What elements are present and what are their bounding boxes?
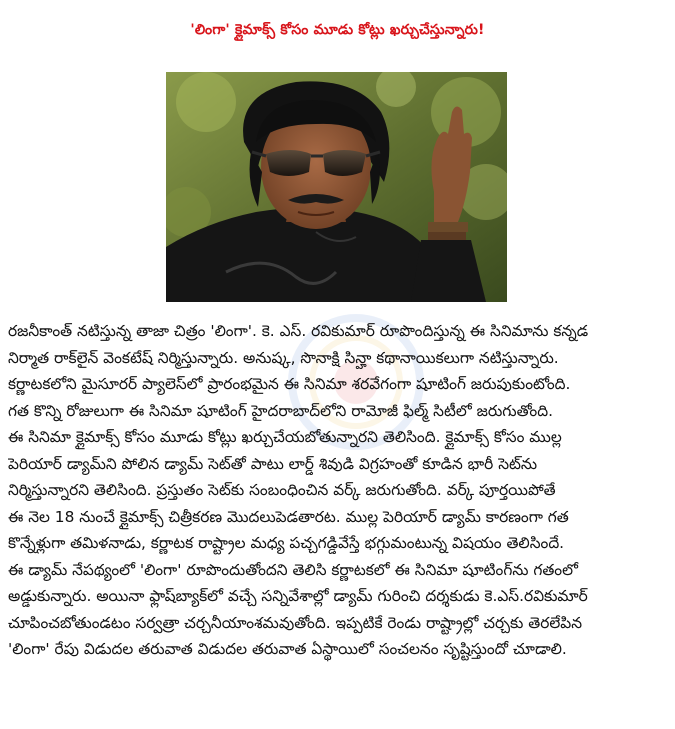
article-line: నిర్మాత రాక్‌లైన్ వెంకటేష్ నిర్మిస్తున్నారు. అనుష్క, సొనాక్షి సిన్హా కథానాయికలుగా నటిస్తున్నారు. — [8, 348, 559, 367]
article-line: కర్ణాటకలోని మైసూరర్ ప్యాలెస్‌లో ప్రారంభమైన ఈ సినిమా శరవేగంగా షూటింగ్ జరుపుకుంటోంది. — [8, 375, 571, 393]
article-headline: 'లింగా' క్లైమాక్స్ కోసం మూడు కోట్లు ఖర్చుచేస్తున్నారు! — [190, 22, 485, 38]
article-photo — [166, 72, 507, 302]
article-line: అడ్డుకున్నారు. అయినా ఫ్లాష్‌బ్యాక్‌లో వచ్చే సన్నివేశాల్లో డ్యామ్ గురించి దర్శకుడు కె.ఎస్.రవికుమార్ — [8, 587, 588, 605]
article-line: చూపించబోతుండటం సర్వత్రా చర్చనీయాంశమవుతోంది. ఇప్పటికే రెండు రాష్ట్రాల్లో చర్చకు తెరలేపిన — [8, 613, 583, 632]
article-body — [8, 318, 668, 663]
article-line: 'లింగా' రేపు విడుదల తరువాత విడుదల తరువాత ఏస్థాయిలో సంచలనం సృష్టిస్తుందో చూడాలి. — [8, 640, 567, 658]
article-line: గత కొన్ని రోజులుగా ఈ సినిమా షూటింగ్ హైదరాబాద్‌లోని రామోజీ ఫిల్మ్ సిటీలో జరుగుతోంది. — [8, 401, 553, 420]
article-line: రజనీకాంత్ నటిస్తున్న తాజా చిత్రం 'లింగా'. కె. ఎస్. రవికుమార్ రూపొందిస్తున్న ఈ సినిమాను కన్నడ — [8, 322, 589, 340]
article-line: ఈ డ్యామ్ నేపథ్యంలో 'లింగా' రూపొందుతోందని తెలిసి కర్ణాటకలో ఈ సినిమా షూటింగ్‌ను గతంలో — [8, 560, 578, 579]
article-line: నిర్మిస్తున్నారని తెలిసింది. ప్రస్తుతం సెట్‌కు సంబంధించిన వర్క్ జరుగుతోంది. వర్క్ పూర్తయిపోతే — [8, 481, 556, 499]
article-line: ఈ సినిమా క్లైమాక్స్ కోసం మూడు కోట్లు ఖర్చుచేయబోతున్నారని తెలిసింది. క్లైమాక్స్ కోసం ముల్ల — [8, 428, 562, 446]
article-line: ఈ నెల 18 నుంచే క్లైమాక్స్ చిత్రీకరణ మొదలుపెడతారట. ముల్ల పెరియార్ డ్యామ్ కారణంగా గత — [8, 507, 569, 526]
article-line: పెరియార్ డ్యామ్‌ని పోలిన డ్యామ్ సెట్‌తో పాటు లార్డ్ శివుడి విగ్రహంతో కూడిన భారీ సెట్‌ను — [8, 454, 538, 473]
article-line: కొన్నేళ్లుగా తమిళనాడు, కర్ణాటక రాష్ట్రాల మధ్య పచ్చగడ్డివేస్తే భగ్గుమంటున్న విషయం తెలిసిందే. — [8, 534, 565, 552]
